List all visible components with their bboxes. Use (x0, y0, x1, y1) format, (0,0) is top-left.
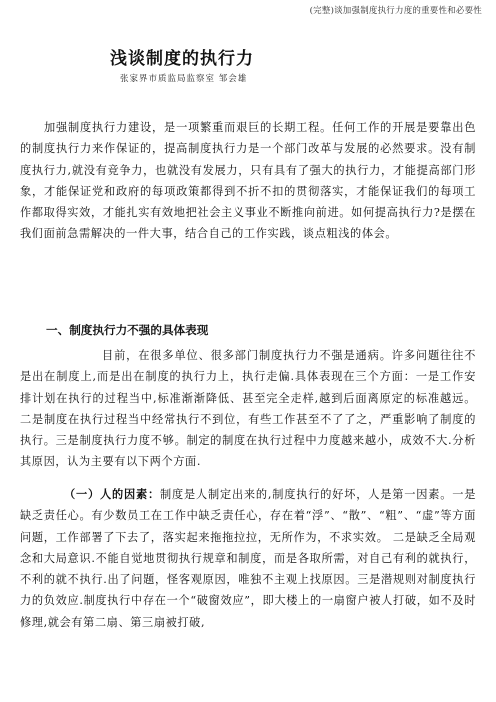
paragraph-human-factor (20, 484, 476, 633)
running-header: (完整)谈加强制度执行力度的重要性和必要性 (309, 6, 482, 16)
author-byline: 张家界市质监局监察室 邹会雄 (120, 74, 248, 84)
paragraph-intro: 加强制度执行力建设，是一项繁重而艰巨的长期工程。任何工作的开展是要靠出色的制度执行力来作保证的，提高制度执行力是一个部门改革与发展的必然要求。没有制度执行力,就没有竞争力，也就没有发展力，只有具有了强大的执行力，才能提高部门形象，才能保证党和政府的每项政策都得到不折不扣的贯彻落实，才能保证我们的每项工作都取得实效，才能扎实有效地把社会主义事业不断推向前进。如何提高执行力?是摆在我们面前急需解决的一件大事，结合自己的工作实践，谈点粗浅的体会。 (20, 121, 476, 241)
paragraph-symptoms: 目前，在很多单位、很多部门制度执行力不强是通病。许多问题往往不是出在制度上,而是出在制度的执行力上，执行走偏.具体表现在三个方面：一是工作安排计划在执行的过程当中,标准渐渐降低、甚至完全走样,越到后面离原定的标准越远。二是制度在执行过程当中经常执行不到位，有些工作甚至不了了之，严重影响了制度的执行。三是制度执行力度不够。制定的制度在执行过程中力度越来越小，成效不大.分析其原因，认为主要有以下两个方面. (20, 349, 476, 469)
subsection-body: 制度是人制定出来的,制度执行的好坏，人是第一因素。一是缺乏责任心。有少数员工在工作中缺乏责任心，存在着“浮”、“散”、“粗”、“虚”等方面问题，工作部署了下去了，落实起来拖拖拉拉，无所作为，不求实效。 二是缺乏全局观念和大局意识.不能自觉地贯彻执行规章和制度，而是各取所需，对自己有利的就执行，不利的就不执行.出了问题，怪客观原因，唯独不主观上找原因。三是潜规则对制度执行力的负效应.制度执行中存在一个“破窗效应”，即大楼上的一扇窗户被人打破，如不及时修理,就会有第二扇、第三扇被打破, (20, 488, 476, 629)
section-heading-1: 一、制度执行力不强的具体表现 (46, 323, 209, 337)
document-title: 浅谈制度的执行力 (110, 49, 254, 69)
subsection-lead: （一）人的因素： (64, 488, 160, 501)
